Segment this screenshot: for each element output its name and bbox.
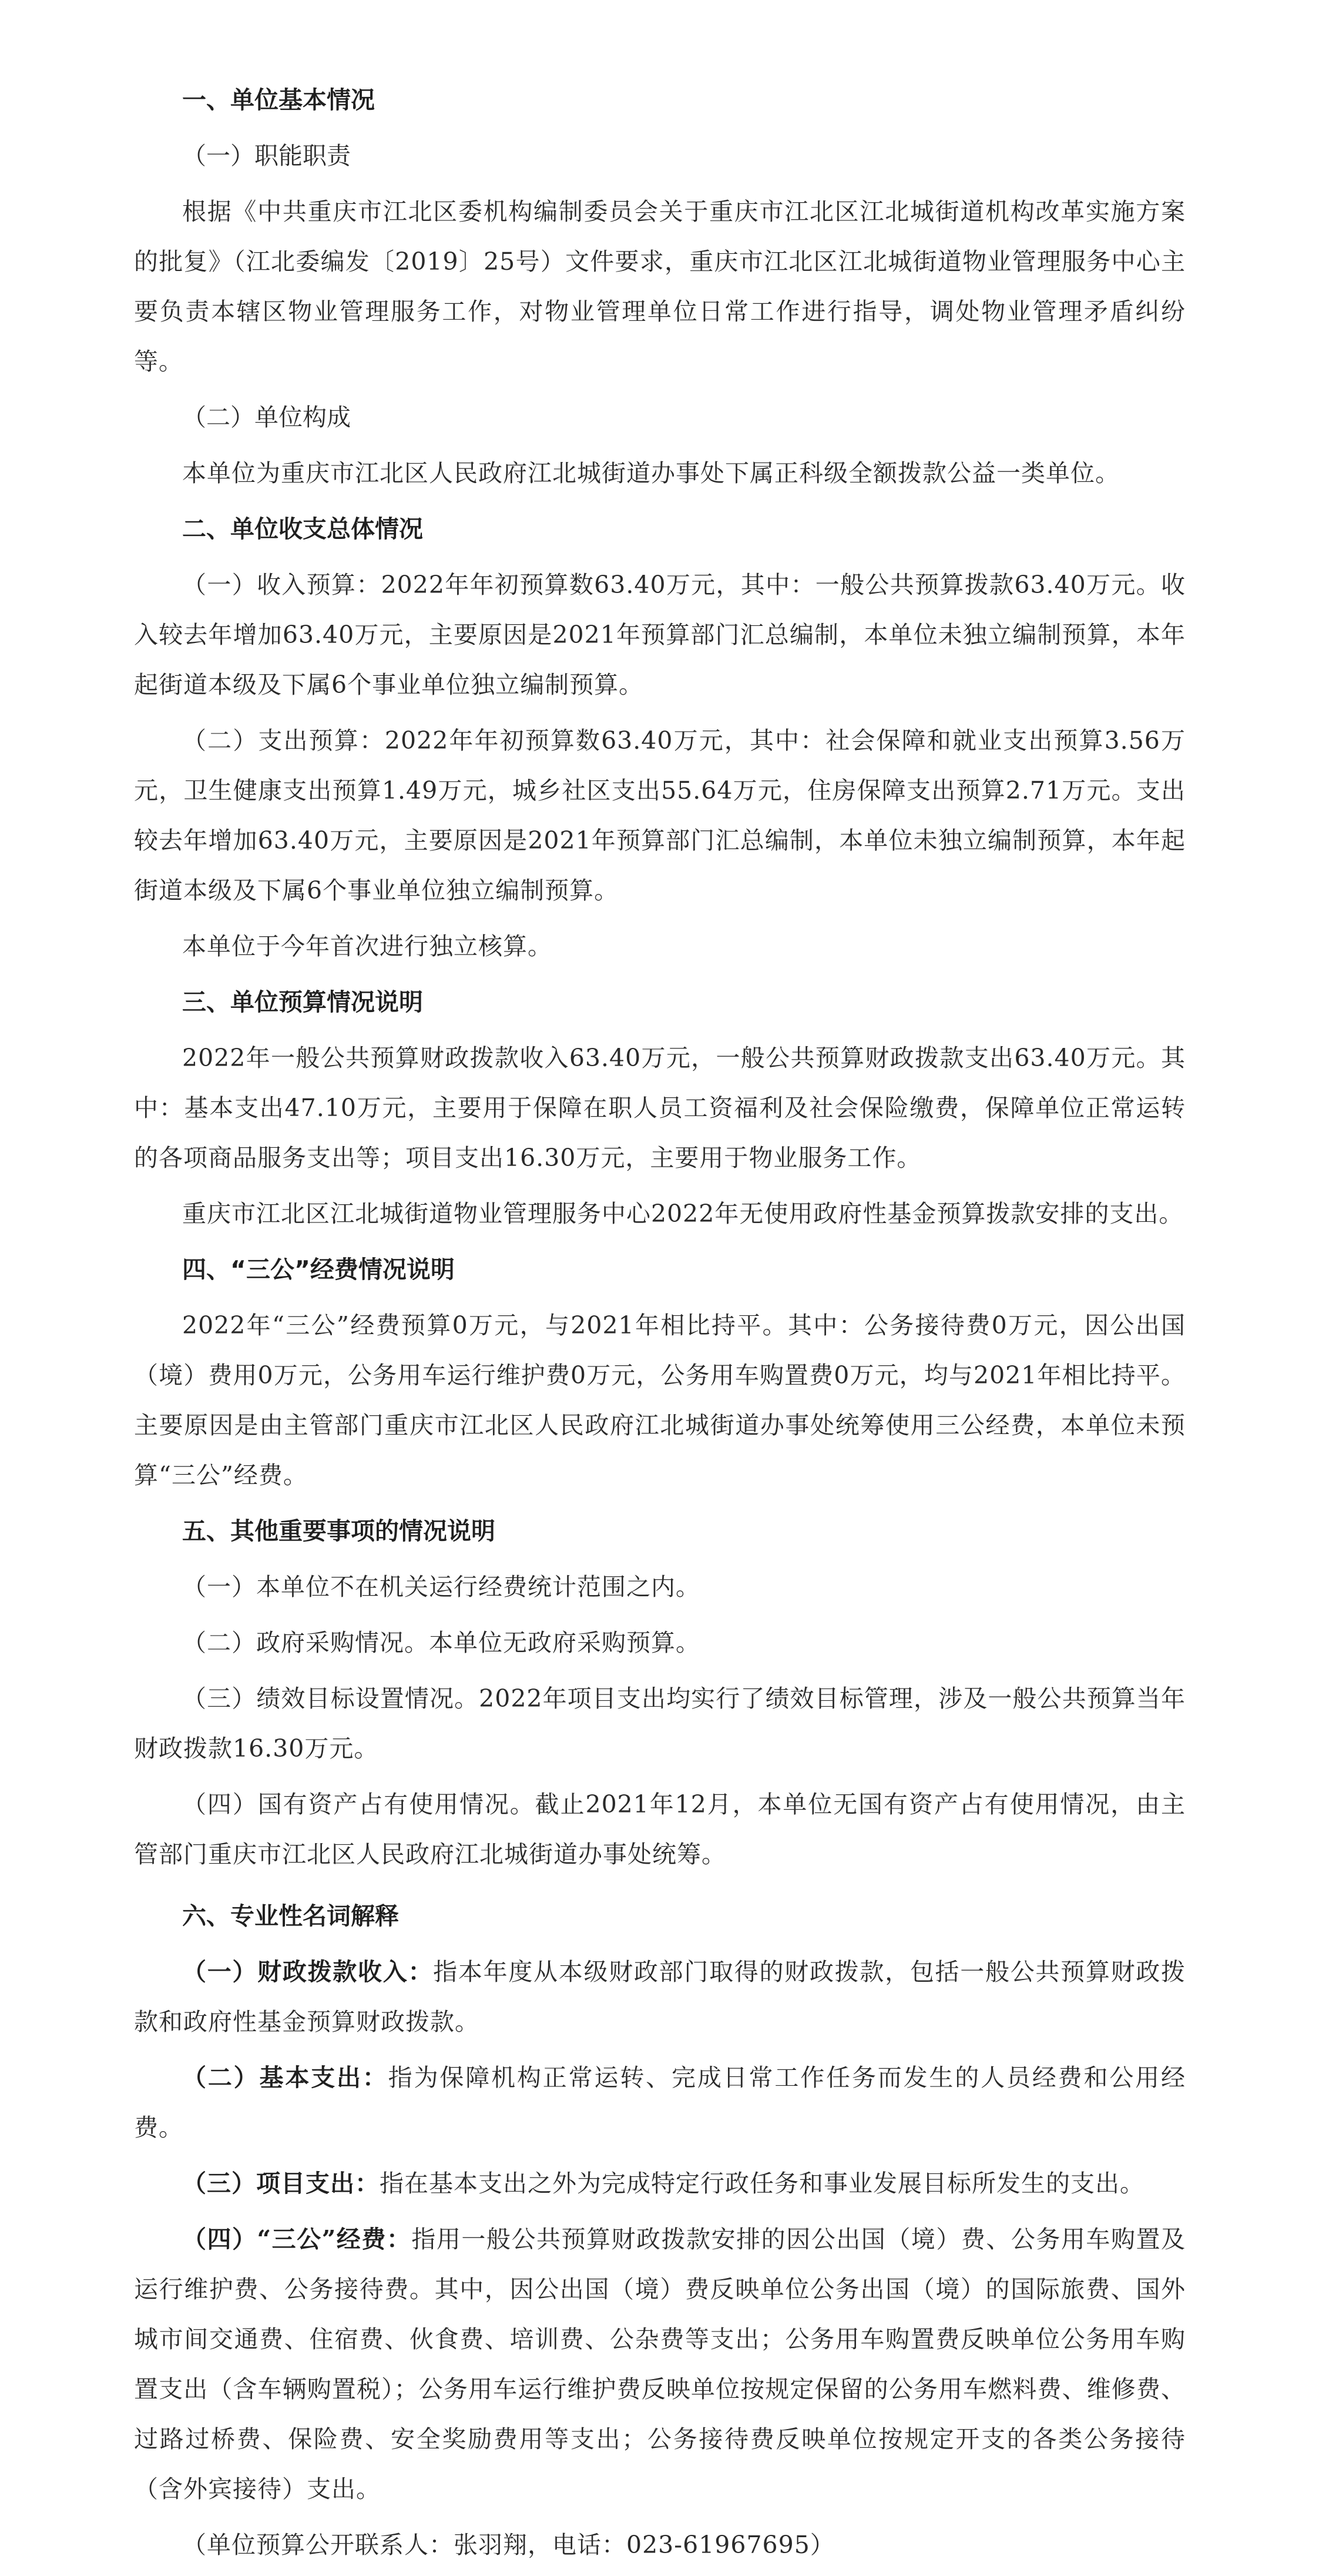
paragraph-general-budget: 2022年一般公共预算财政拨款收入63.40万元，一般公共预算财政拨款支出63.40万元。其中：基本支出47.10万元，主要用于保障在职人员工资福利及社会保险缴费，保障单位正常运转的各项商品服务支出等；项目支出16.30万元，主要用于物业服务工作。 bbox=[134, 1044, 1186, 1172]
term-definition: 指用一般公共预算财政拨款安排的因公出国（境）费、公务用车购置及运行维护费、公务接待费。其中，因公出国（境）费反映单位公务出国（境）的国际旅费、国外城市间交通费、住宿费、伙食费、培训费、公杂费等支出；公务用车购置费反映单位公务用车购置支出（含车辆购置税）；公务用车运行维护费反映单位按规定保留的公务用车燃料费、维修费、过路过桥费、保险费、安全奖励费用等支出；公务接待费反映单位按规定开支的各类公务接待（含外宾接待）支出。 bbox=[134, 2225, 1186, 2503]
term-definition: 指为保障机构正常运转、完成日常工作任务而发生的人员经费和公用经费。 bbox=[134, 2064, 1186, 2142]
paragraph-duties: 根据《中共重庆市江北区委机构编制委员会关于重庆市江北区江北城街道机构改革实施方案的批复》（江北委编发〔2019〕25号）文件要求，重庆市江北区江北城街道物业管理服务中心主要负责本辖区物业管理服务工作，对物业管理单位日常工作进行指导，调处物业管理矛盾纠纷等。 bbox=[134, 197, 1186, 376]
term-definition: 指本年度从本级财政部门取得的财政拨款，包括一般公共预算财政拨款和政府性基金预算财政拨款。 bbox=[134, 1958, 1186, 2036]
contact-line: （单位预算公开联系人：张羽翔，电话：023-61967695） bbox=[182, 2531, 835, 2559]
paragraph-office-costs: （一）本单位不在机关运行经费统计范围之内。 bbox=[182, 1573, 700, 1601]
section-heading-1: 一、单位基本情况 bbox=[182, 86, 375, 114]
paragraph-expense-budget: （二）支出预算：2022年年初预算数63.40万元，其中：社会保障和就业支出预算3.56万元，卫生健康支出预算1.49万元，城乡社区支出55.64万元，住房保障支出预算2.71万元。支出较去年增加63.40万元，主要原因是2021年预算部门汇总编制，本单位未独立编制预算，本年起街道本级及下属6个事业单位独立编制预算。 bbox=[134, 726, 1186, 905]
term-basic-expense bbox=[134, 2053, 1186, 2153]
section-heading-4: 四、“三公”经费情况说明 bbox=[182, 1255, 455, 1284]
term-label: （一）财政拨款收入： bbox=[182, 1958, 434, 1986]
term-label: （三）项目支出： bbox=[182, 2169, 380, 2198]
subheading-composition: （二）单位构成 bbox=[182, 403, 351, 431]
document-page bbox=[134, 75, 1186, 2576]
subheading-duties: （一）职能职责 bbox=[182, 142, 351, 170]
paragraph-fund-budget: 重庆市江北区江北城街道物业管理服务中心2022年无使用政府性基金预算拨款安排的支出。 bbox=[182, 1200, 1184, 1228]
paragraph-performance: （三）绩效目标设置情况。2022年项目支出均实行了绩效目标管理，涉及一般公共预算当年财政拨款16.30万元。 bbox=[134, 1684, 1186, 1763]
section-heading-3: 三、单位预算情况说明 bbox=[182, 988, 423, 1016]
paragraph-three-public: 2022年“三公”经费预算0万元，与2021年相比持平。其中：公务接待费0万元，因公出国（境）费用0万元，公务用车运行维护费0万元，公务用车购置费0万元，均与2021年相比持平。主要原因是由主管部门重庆市江北区人民政府江北城街道办事处统筹使用三公经费，本单位未预算“三公”经费。 bbox=[134, 1311, 1186, 1489]
term-label: （二）基本支出： bbox=[182, 2064, 388, 2092]
paragraph-accounting: 本单位于今年首次进行独立核算。 bbox=[182, 932, 552, 960]
paragraph-assets: （四）国有资产占有使用情况。截止2021年12月，本单位无国有资产占有使用情况，由主管部门重庆市江北区人民政府江北城街道办事处统筹。 bbox=[134, 1790, 1186, 1868]
term-fiscal-income bbox=[134, 1947, 1186, 2047]
term-three-public bbox=[134, 2215, 1186, 2514]
term-definition: 指在基本支出之外为完成特定行政任务和事业发展目标所发生的支出。 bbox=[380, 2169, 1145, 2198]
term-project-expense bbox=[134, 2159, 1186, 2209]
paragraph-procurement: （二）政府采购情况。本单位无政府采购预算。 bbox=[182, 1629, 700, 1657]
section-heading-2: 二、单位收支总体情况 bbox=[182, 515, 423, 543]
paragraph-income-budget: （一）收入预算：2022年年初预算数63.40万元，其中：一般公共预算拨款63.40万元。收入较去年增加63.40万元，主要原因是2021年预算部门汇总编制，本单位未独立编制预算，本年起街道本级及下属6个事业单位独立编制预算。 bbox=[134, 571, 1186, 699]
paragraph-composition: 本单位为重庆市江北区人民政府江北城街道办事处下属正科级全额拨款公益一类单位。 bbox=[182, 459, 1120, 487]
term-label: （四）“三公”经费： bbox=[182, 2225, 412, 2253]
section-heading-6: 六、专业性名词解释 bbox=[182, 1902, 399, 1930]
section-heading-5: 五、其他重要事项的情况说明 bbox=[182, 1517, 495, 1545]
